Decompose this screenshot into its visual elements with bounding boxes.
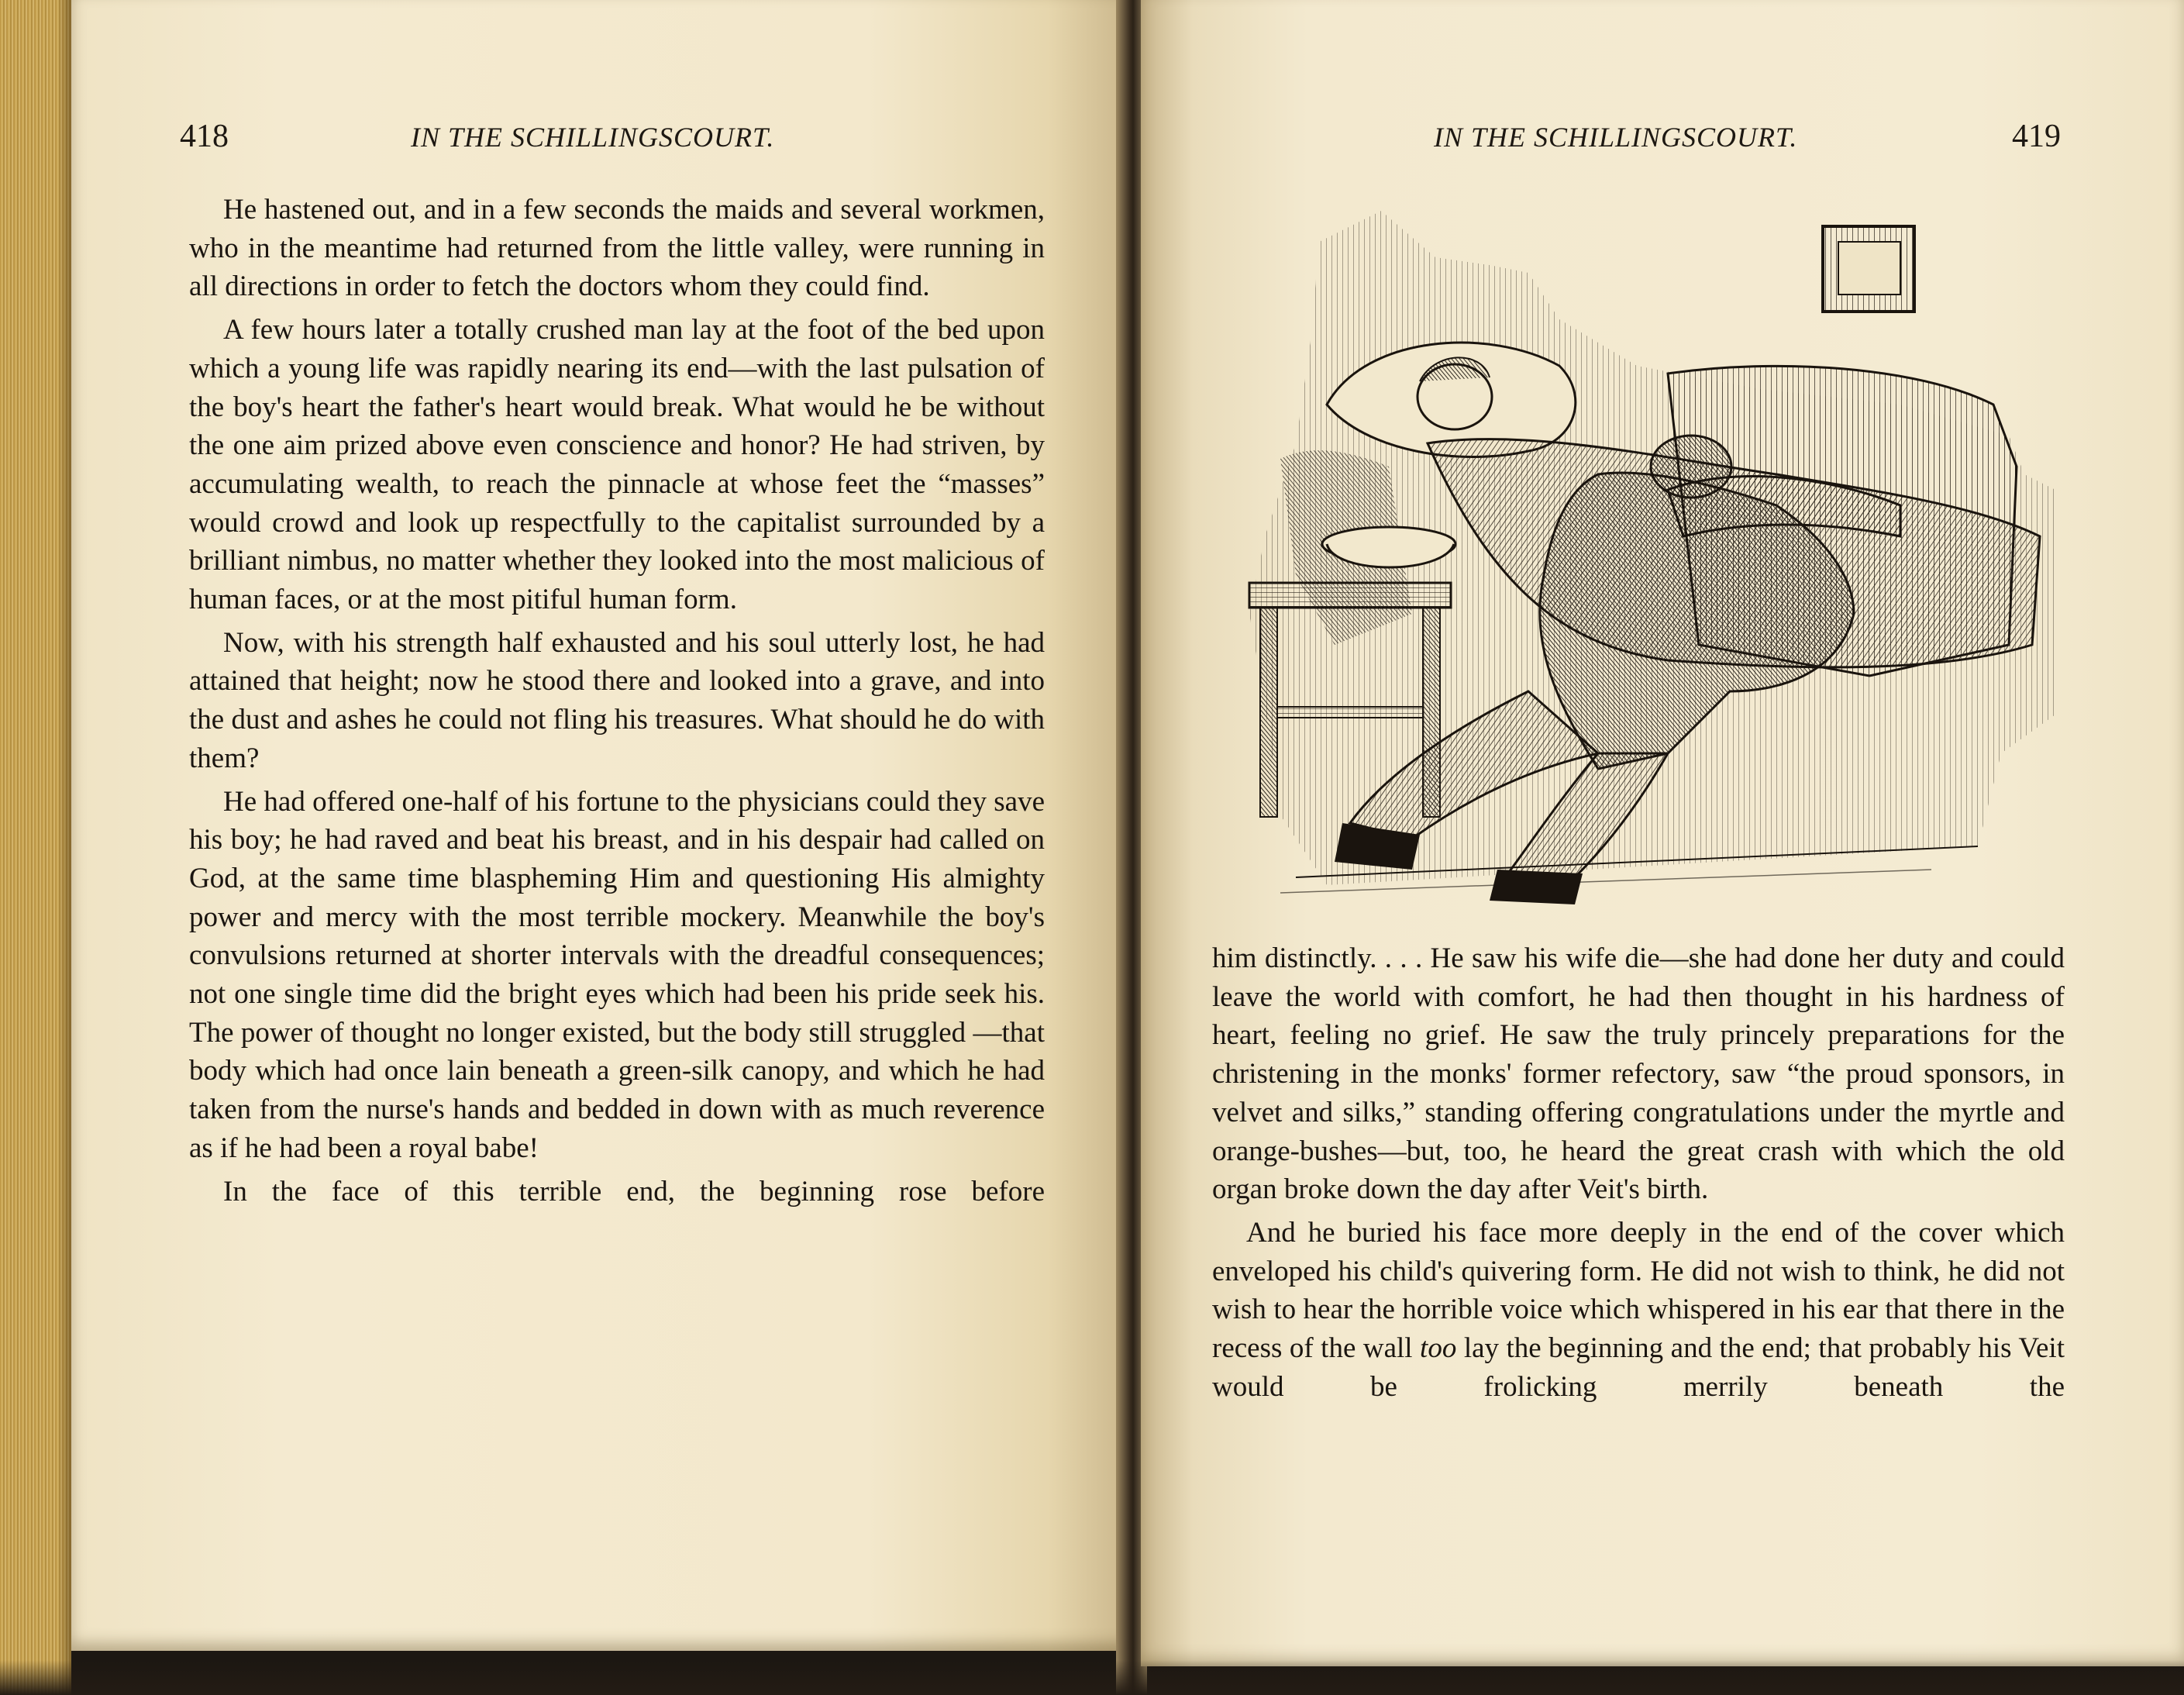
right-page-number: 419 bbox=[2012, 119, 2061, 154]
left-page-number: 418 bbox=[180, 119, 229, 154]
gilt-page-edges bbox=[0, 0, 71, 1695]
right-paragraph-1: him distinctly. . . . He saw his wife die—she had done her duty and could leave the world with comfort, he had then thought in his hardness of heart, feeling no grief. He saw the truly princely preparations for the christening in the monks' former refectory, saw “the proud sponsors, in velvet and silks,” standing offering congratulations under the myrtle and orange-bushes—but, too, he heard the great crash with which the old organ broke down the day after Veit's birth. bbox=[1212, 942, 2065, 1206]
left-paragraph-2: A few hours later a totally crushed man lay at the foot of the bed upon which a young life was rapidly nearing its end—with the last pulsation of the boy's heart the father's heart would break. What would he be without the one aim prized above even conscience and honor? He had striven, by accumulating wealth, to reach the pinnacle at whose feet the “masses” would crowd and look up respectfully to the capitalist surrounded by a brilliant nimbus, no matter whether they looked into the most malicious of human faces, or at the most pitiful human form. bbox=[189, 314, 1045, 616]
engraving-illustration bbox=[1234, 211, 2063, 908]
left-paragraph-3: Now, with his strength half exhausted and his soul utterly lost, he had attained that height; now he stood there and looked into a grave, and into the dust and ashes he could not fling his treasures. What should he do with them? bbox=[189, 626, 1045, 774]
right-paragraph-2 bbox=[1212, 1214, 2065, 1407]
right-paragraph-2-tail: lay the beginning and the end; that probably his Veit would be frolicking merrily beneath the bbox=[1212, 1332, 2065, 1403]
left-running-head: IN THE SCHILLINGSCOURT. bbox=[411, 122, 775, 153]
left-page-body bbox=[189, 191, 1045, 1211]
father-kneeling-at-bedside-icon bbox=[1234, 211, 2063, 908]
right-running-head: IN THE SCHILLINGSCOURT. bbox=[1434, 122, 1798, 153]
right-paragraph-2-text: And he buried his face more deeply in the end of the cover which enveloped his child's quivering form. He did not wish to think, he did not wish to hear the horrible voice which whispered in his ear that there in the recess of the wall bbox=[1212, 1216, 2065, 1365]
right-page-body bbox=[1212, 939, 2065, 1406]
left-paragraph-1: He hastened out, and in a few seconds the maids and several workmen, who in the meantime had returned from the little valley, were running in all directions in order to fetch the doctors whom they could find. bbox=[189, 194, 1045, 303]
left-paragraph-5: In the face of this terrible end, the beginning rose before bbox=[223, 1175, 1045, 1208]
left-paragraph-4: He had offered one-half of his fortune to the physicians could they save his boy; he had raved and beat his breast, and in his despair had called on God, at the same time blaspheming Him and questioning His almighty power and mercy with the most terrible mockery. Meanwhile the boy's convulsions returned at shorter intervals with the dreadful consequences; not one single time did the bright eyes which had been his pride seek his. The power of thought no longer existed, but the body still struggled —that body which had once lain beneath a green-silk canopy, and which he had taken from the nurse's hands and bedded in down with as much reverence as if he had been a royal babe! bbox=[189, 785, 1045, 1164]
page-bottom-shadow bbox=[0, 1660, 2184, 1695]
right-paragraph-2-italic: too bbox=[1420, 1332, 1457, 1365]
